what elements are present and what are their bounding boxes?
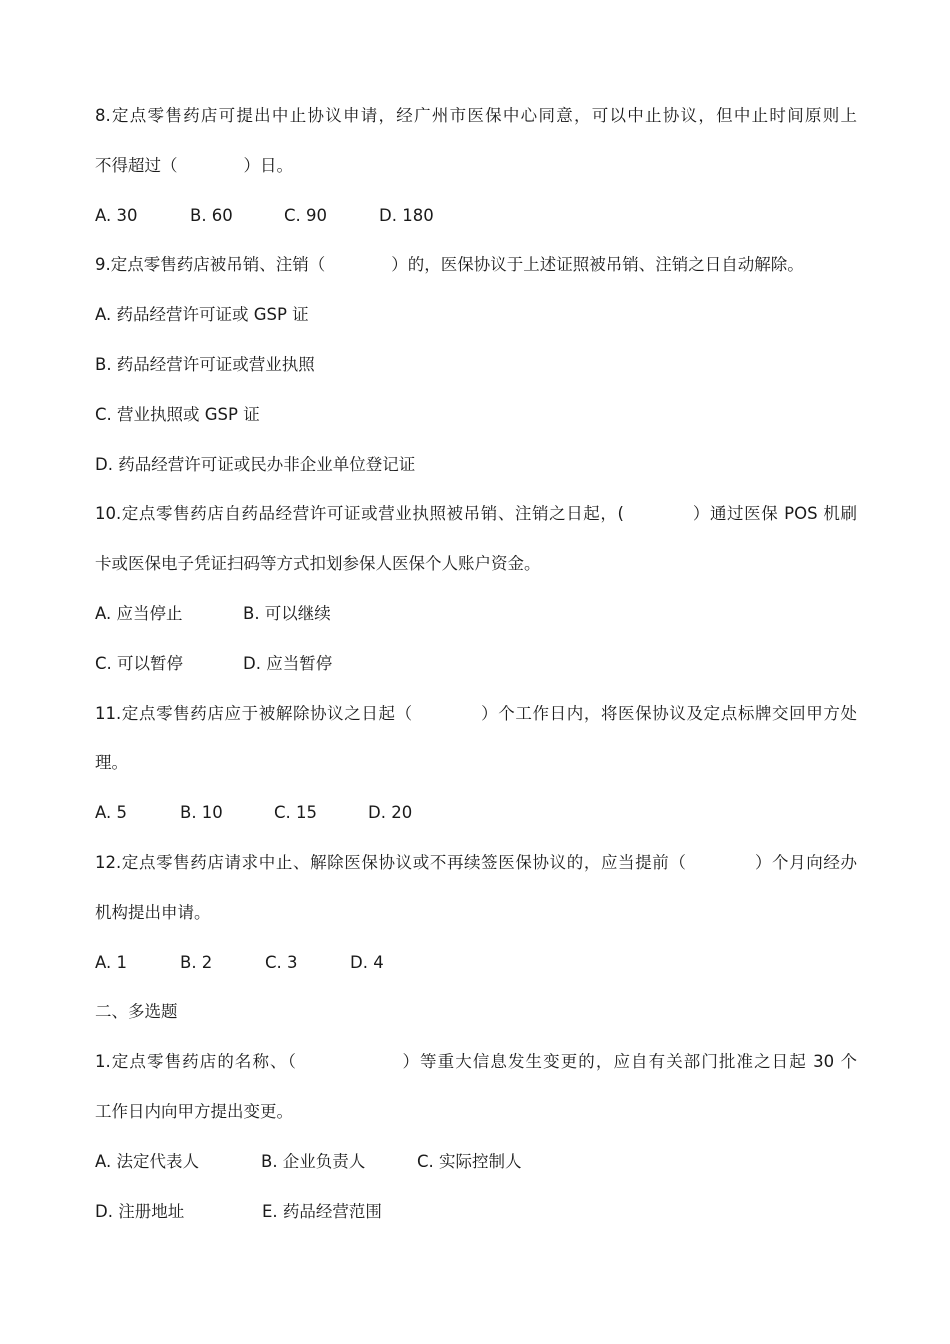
q9-option-d: D. 药品经营许可证或民办非企业单位登记证: [95, 454, 416, 474]
m1-options-row1: [95, 1137, 857, 1187]
q11-text-line2: 理。: [95, 753, 128, 773]
q8-text-line1: 8.定点零售药店可提出中止协议申请，经广州市医保中心同意，可以中止协议，但中止时间原则上: [95, 106, 857, 125]
q8-text-line2: 不得超过（ ）日。: [95, 155, 293, 175]
q11-option-a: A. 5: [95, 803, 127, 823]
q12-option-a: A. 1: [95, 952, 127, 972]
q10-text-line2: 卡或医保电子凭证扫码等方式扣划参保人医保个人账户资金。: [95, 554, 541, 574]
m1-option-b: B. 企业负责人: [261, 1151, 366, 1171]
q12-options: [95, 938, 857, 988]
m1-text-line2: 工作日内向甲方提出变更。: [95, 1101, 293, 1121]
q10-text-line1: 10.定点零售药店自药品经营许可证或营业执照被吊销、注销之日起，( ）通过医保 POS 机刷: [95, 504, 857, 524]
q12-option-d: D. 4: [350, 952, 384, 972]
q11-text-line1: 11.定点零售药店应于被解除协议之日起（ ）个工作日内，将医保协议及定点标牌交回甲方处: [95, 703, 857, 723]
document-page: [95, 91, 857, 1236]
section-heading-multiple-choice: 二、多选题: [95, 1002, 178, 1022]
m1-option-a: A. 法定代表人: [95, 1151, 199, 1171]
q11-options: [95, 788, 857, 838]
q10-options-row2: [95, 639, 857, 689]
q9-option-c: C. 营业执照或 GSP 证: [95, 404, 260, 424]
m1-options-row2: [95, 1187, 857, 1237]
q10-option-b: B. 可以继续: [243, 603, 331, 623]
q10-option-c: C. 可以暂停: [95, 653, 184, 673]
q10-option-a: A. 应当停止: [95, 603, 183, 623]
q8-option-b: B. 60: [190, 205, 233, 225]
q11-option-c: C. 15: [274, 803, 318, 823]
q11-option-d: D. 20: [368, 803, 413, 823]
q8-option-c: C. 90: [284, 205, 328, 225]
q9-option-a: A. 药品经营许可证或 GSP 证: [95, 305, 309, 325]
q8-option-a: A. 30: [95, 205, 138, 225]
q12-text-line1: 12.定点零售药店请求中止、解除医保协议或不再续签医保协议的，应当提前（ ）个月向经办: [95, 852, 857, 872]
q8-option-d: D. 180: [379, 205, 434, 225]
q12-option-c: C. 3: [265, 952, 298, 972]
q10-options-row1: [95, 589, 857, 639]
q9-text-line1: 9.定点零售药店被吊销、注销（ ）的，医保协议于上述证照被吊销、注销之日自动解除。: [95, 255, 804, 275]
m1-text-line1: 1.定点零售药店的名称、（ ）等重大信息发生变更的，应自有关部门批准之日起 30 个: [95, 1052, 857, 1072]
m1-option-e: E. 药品经营范围: [262, 1201, 382, 1221]
q12-option-b: B. 2: [180, 952, 213, 972]
q8-options: [95, 191, 857, 241]
q10-option-d: D. 应当暂停: [243, 653, 333, 673]
m1-option-c: C. 实际控制人: [417, 1151, 522, 1171]
q9-option-b: B. 药品经营许可证或营业执照: [95, 354, 315, 374]
q12-text-line2: 机构提出申请。: [95, 902, 211, 922]
q11-option-b: B. 10: [180, 803, 223, 823]
m1-option-d: D. 注册地址: [95, 1201, 185, 1221]
